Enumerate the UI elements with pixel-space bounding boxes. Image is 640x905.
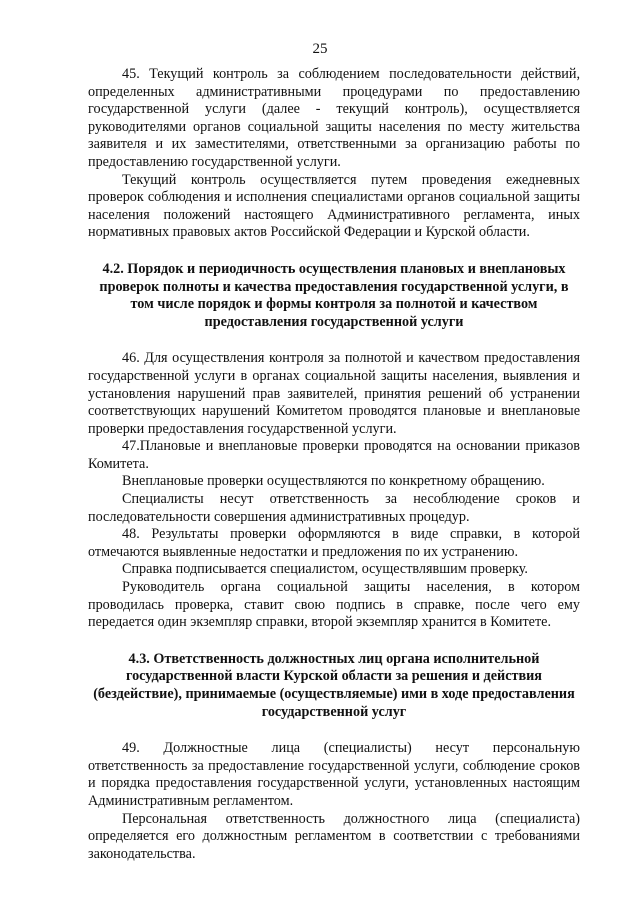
- paragraph-current-control: Текущий контроль осуществляется путем проведения ежедневных проверок соблюдения и исполнения специалистами органов социальной защиты населения положений настоящего Административного регламента, иных нормативных правовых актов Российской Федерации и Курской области.: [88, 171, 580, 241]
- document-body: [88, 66, 580, 863]
- paragraph-personal-responsibility: Персональная ответственность должностного лица (специалиста) определяется его должностным регламентом в соответствии с требованиями законодательства.: [88, 810, 580, 862]
- paragraph-report-signed: Справка подписывается специалистом, осуществлявшим проверку.: [122, 561, 528, 578]
- paragraph-46: 46. Для осуществления контроля за полнотой и качеством предоставления государственной услуги в органах социальной защиты населения, выявления и установления нарушений прав заявителей, принятия решений об устранении соответствующих нарушений Комитетом проводятся плановые и внеплановые проверки предоставления государственной услуги.: [88, 350, 580, 437]
- paragraph-48: 48. Результаты проверки оформляются в виде справки, в которой отмечаются выявленные недостатки и предложения по их устранению.: [88, 526, 580, 560]
- paragraph-45: 45. Текущий контроль за соблюдением последовательности действий, определенных административными процедурами по предоставлению государственной услуги (далее - текущий контроль), осуществляется руководителями органов социальной защиты населения по месту жительства заявителя и их заместителями, ответственными за организацию работы по предоставлению государственной услуги.: [88, 66, 580, 170]
- spacer: [88, 721, 580, 740]
- section-heading-4-3: 4.3. Ответственность должностных лиц органа исполнительной государственной власти Курской области за решения и действия (бездействие), принимаемые (осуществляемые) ими в ходе предоставления государственной услуг: [93, 650, 575, 720]
- paragraph-specialists-responsibility: Специалисты несут ответственность за несоблюдение сроков и последовательности совершения административных процедур.: [88, 491, 580, 525]
- paragraph-unscheduled-checks: Внеплановые проверки осуществляются по конкретному обращению.: [122, 473, 545, 490]
- section-heading-4-2: 4.2. Порядок и периодичность осуществления плановых и внеплановых проверок полноты и качества предоставления государственной услуги, в том числе порядок и формы контроля за полнотой и качеством предоставления государственной услуги: [99, 260, 569, 330]
- spacer: [88, 331, 580, 350]
- spacer: [88, 242, 580, 261]
- spacer: [88, 632, 580, 651]
- page-number: 25: [312, 41, 328, 57]
- paragraph-head-signature: Руководитель органа социальной защиты населения, в котором проводилась проверка, ставит свою подпись в справке, после чего ему передается один экземпляр справки, второй экземпляр хранится в Комитете.: [88, 579, 580, 631]
- paragraph-49: 49. Должностные лица (специалисты) несут персональную ответственность за предоставление государственной услуги, соблюдение сроков и порядка предоставления государственной услуги, установленных настоящим Административным регламентом.: [88, 740, 580, 809]
- paragraph-47: 47.Плановые и внеплановые проверки проводятся на основании приказов Комитета.: [88, 438, 580, 472]
